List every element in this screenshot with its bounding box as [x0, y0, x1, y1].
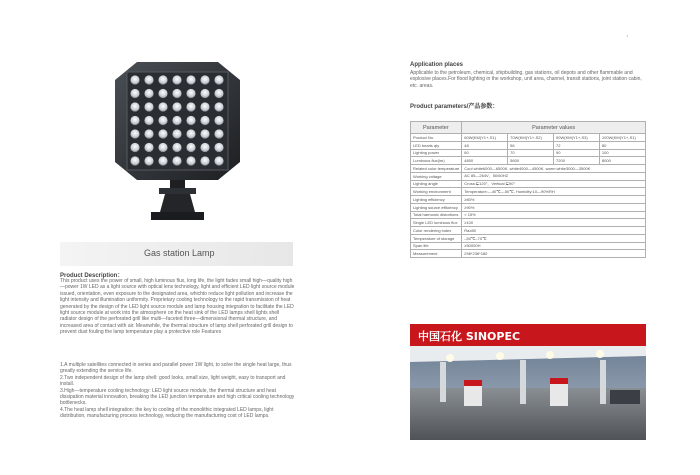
param-label: LED beads qty — [411, 141, 462, 149]
description-heading: Product Description： — [60, 273, 124, 279]
led-bead — [158, 89, 167, 98]
led-bead — [130, 156, 139, 165]
led-bead — [144, 75, 153, 84]
led-bead — [200, 116, 209, 125]
right-page — [350, 0, 700, 475]
feature-item: 4.The heat lamp shell integration: the key to cooling of the monolithic integrated LED lamps, light distribution, manufacturing process technology, reducing the manufacturing cost of LED lamps. — [60, 406, 274, 420]
param-value: 90W(KM(Y1+-S3) — [554, 134, 600, 142]
param-label: Related color temperature — [411, 165, 462, 173]
param-value: 100W(KM(Y1+-S1) — [599, 134, 645, 142]
param-value: –50℃–70℃ — [462, 234, 646, 242]
table-header-label: Parameter — [411, 122, 462, 134]
led-bead — [186, 116, 195, 125]
led-bead — [214, 75, 223, 84]
led-bead — [186, 75, 195, 84]
product-title: Gas station Lamp — [144, 248, 215, 258]
led-bead — [214, 102, 223, 111]
table-row — [411, 250, 646, 258]
led-bead — [200, 89, 209, 98]
param-value: 296*236*180 — [462, 250, 646, 258]
led-bead — [186, 156, 195, 165]
table-row — [411, 227, 646, 235]
table-row — [411, 134, 646, 142]
param-label: Working environment — [411, 188, 462, 196]
param-value: Ra≥80 — [462, 227, 646, 235]
params-heading: Product parameters/产品参数： — [410, 104, 499, 110]
param-value: 70 — [508, 149, 554, 157]
led-bead — [172, 116, 181, 125]
param-value: 48 — [462, 141, 508, 149]
led-bead — [172, 75, 181, 84]
corner-mark: • — [626, 33, 628, 38]
param-label: Lighting efficiency — [411, 196, 462, 204]
param-value: 100 — [599, 149, 645, 157]
lamp-image — [115, 62, 240, 222]
param-label: Luminous flux(lm) — [411, 157, 462, 165]
param-label: Working voltage — [411, 172, 462, 180]
gas-station-photo — [410, 318, 646, 440]
param-value: 60W(KM(Y1+-S1) — [462, 134, 508, 142]
param-value: 5600 — [508, 157, 554, 165]
param-value: ≥100 — [462, 219, 646, 227]
led-bead — [130, 102, 139, 111]
param-label: Span life — [411, 242, 462, 250]
param-label: Single LED luminous flux — [411, 219, 462, 227]
table-row — [411, 242, 646, 250]
led-bead — [186, 102, 195, 111]
product-description: This product uses the power of small, high luminous flux, long life, the light fades small high—quality high—power 1W LED as a light source with optical lens technology, light and efficient LED light source module issued, orientation, even exposure to the designated area, whichto reduce light pollution and increase the light intensity and illumination uniformity. Proprietary cooling technology to the rapid transmission of heat generated by the design of the LED light source module and lamp housing integration to facilitate the LED light source module at work into the atmosphere on the heat sink of the LED lamps shell lights shell radiator design of the perforated grill like multi—faceted three—dimensional thermal structure, and increased area of contact with air. Meanwhile, the thermal structure of lamp shell perforated grill design to prevent dust fouling the lamp temperature play a protective role Features — [60, 278, 295, 336]
table-header-value: Parameter values — [462, 122, 646, 134]
led-bead — [186, 89, 195, 98]
led-bead — [158, 102, 167, 111]
table-row — [411, 203, 646, 211]
led-bead — [158, 156, 167, 165]
param-value: Cross:⋤120°，Vertical:⋤90° — [462, 180, 646, 188]
table-row — [411, 172, 646, 180]
param-value: 7200 — [554, 157, 600, 165]
led-bead — [200, 102, 209, 111]
param-label: Color rendering index — [411, 227, 462, 235]
param-value: ≥80% — [462, 196, 646, 204]
led-bead — [144, 102, 153, 111]
param-value: Cool white6000—6500K, white4000—4500K, warm white3000—3500K — [462, 165, 646, 173]
led-bead — [214, 116, 223, 125]
led-bead — [214, 143, 223, 152]
led-bead — [144, 116, 153, 125]
led-bead — [172, 143, 181, 152]
param-label: Temperature of storage — [411, 234, 462, 242]
param-label: Lighting power — [411, 149, 462, 157]
table-row — [411, 211, 646, 219]
led-bead — [130, 89, 139, 98]
param-value: AC 85—264V，50/60HZ — [462, 172, 646, 180]
led-bead — [200, 129, 209, 138]
param-value: 8000 — [599, 157, 645, 165]
led-bead — [144, 156, 153, 165]
led-bead — [200, 143, 209, 152]
led-bead — [158, 75, 167, 84]
led-bead — [214, 89, 223, 98]
param-label: Lighting source efficiency — [411, 203, 462, 211]
feature-item: 3.High—temperature cooling technology: LED light source module, the thermal structure and heat dissipation material innovation, breaking the LED junction temperature and high critical cooling technology bottlenecks. — [60, 387, 295, 407]
param-label: Lighting angle — [411, 180, 462, 188]
table-row — [411, 157, 646, 165]
table-row — [411, 196, 646, 204]
application-text: Applicable to the petroleum, chemical, shipbuilding, gas stations, oil depots and other flammable and explosive places.For flood lighting in the workshop, unit area, channel, transit stations, joint station cabin, etc. areas. — [410, 70, 642, 89]
led-bead — [214, 129, 223, 138]
led-bead — [214, 156, 223, 165]
led-bead — [172, 156, 181, 165]
led-bead — [158, 143, 167, 152]
features-list — [60, 362, 296, 420]
table-row — [411, 234, 646, 242]
table-row — [411, 165, 646, 173]
table-row — [411, 149, 646, 157]
param-value: 72 — [554, 141, 600, 149]
led-bead — [130, 129, 139, 138]
led-bead — [172, 89, 181, 98]
param-value: 80 — [599, 141, 645, 149]
table-row — [411, 219, 646, 227]
led-bead — [144, 143, 153, 152]
table-row — [411, 188, 646, 196]
param-value: 56 — [508, 141, 554, 149]
param-value: 70W(KM(Y1+-S2) — [508, 134, 554, 142]
led-bead — [144, 129, 153, 138]
led-bead — [200, 156, 209, 165]
param-value: ≥90% — [462, 203, 646, 211]
application-heading: Application places — [410, 62, 464, 68]
product-title-bar — [60, 242, 293, 266]
led-bead — [186, 129, 195, 138]
table-row — [411, 180, 646, 188]
feature-item: 2.Two independent design of the lamp shell: good looks, small size, light weight, easy to transport and install. — [60, 374, 286, 388]
param-label: Measurement — [411, 250, 462, 258]
table-row — [411, 141, 646, 149]
led-bead — [130, 116, 139, 125]
photo-sign: 中国石化 SINOPEC — [418, 330, 521, 343]
param-value: 4800 — [462, 157, 508, 165]
led-bead — [200, 75, 209, 84]
led-bead — [186, 143, 195, 152]
parameters-table — [410, 121, 646, 258]
led-bead — [130, 75, 139, 84]
param-value: Temperature:—40℃—50℃, Humidity:10—90%RH — [462, 188, 646, 196]
param-value: ≥50000H — [462, 242, 646, 250]
param-value: < 15% — [462, 211, 646, 219]
led-bead — [172, 102, 181, 111]
param-value: 60 — [462, 149, 508, 157]
led-bead — [144, 89, 153, 98]
led-bead — [158, 116, 167, 125]
feature-item: 1.A multiple satellites connected in series and parallel power 1W light, to solve the single heat large, thus greatly extending the service life. — [60, 362, 292, 375]
led-bead — [158, 129, 167, 138]
param-label: Total harmonic distortions — [411, 211, 462, 219]
led-bead — [172, 129, 181, 138]
param-value: 90 — [554, 149, 600, 157]
led-bead — [130, 143, 139, 152]
param-label: Product No. — [411, 134, 462, 142]
table-header-row — [411, 122, 646, 134]
